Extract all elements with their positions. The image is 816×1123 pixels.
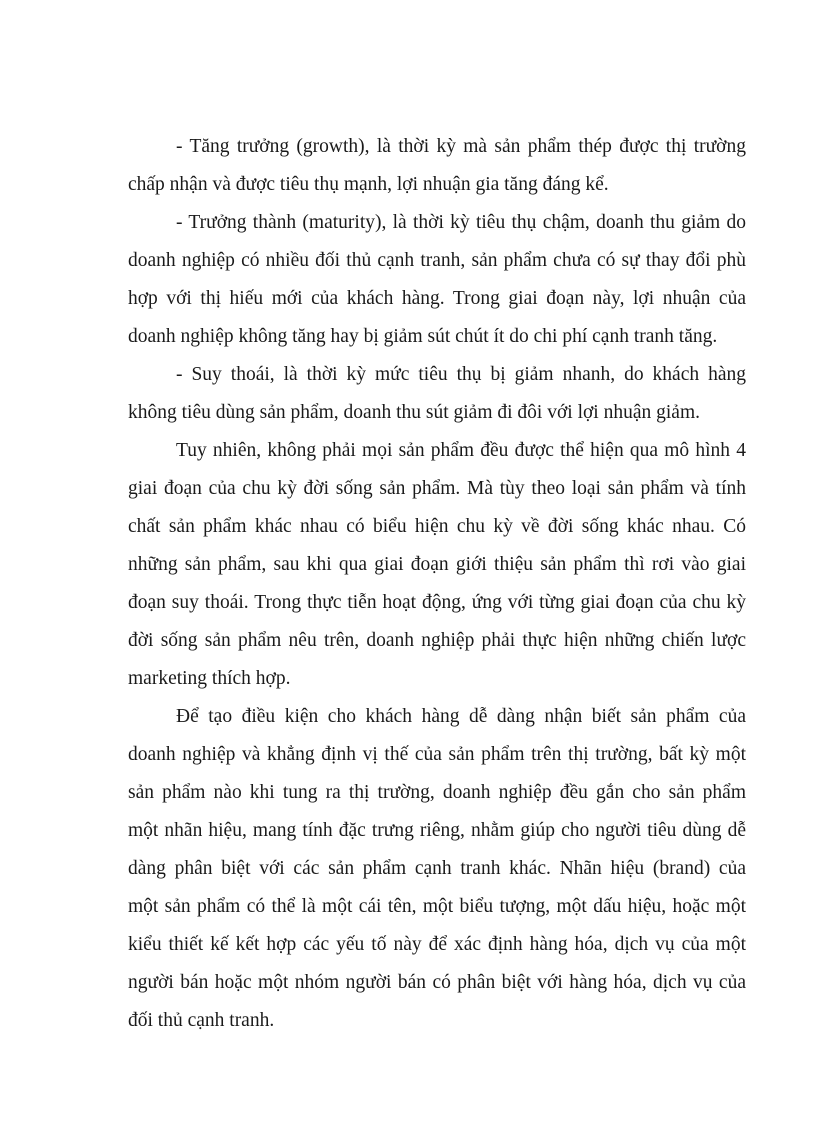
text-line: không tiêu dùng sản phẩm, doanh thu sút giảm đi đôi với lợi nhuận giảm. xyxy=(128,402,700,423)
text-line: Tuy nhiên, không phải mọi sản phẩm đều được thể hiện qua mô hình 4 xyxy=(176,440,746,461)
text-line: đời sống sản phẩm nêu trên, doanh nghiệp phải thực hiện những chiến lược xyxy=(128,630,746,651)
text-line: những sản phẩm, sau khi qua giai đoạn giới thiệu sản phẩm thì rơi vào giai xyxy=(128,554,746,575)
text-line: một sản phẩm có thể là một cái tên, một biểu tượng, một dấu hiệu, hoặc một xyxy=(128,896,746,917)
text-line: Để tạo điều kiện cho khách hàng dễ dàng nhận biết sản phẩm của xyxy=(176,706,746,727)
text-line: - Tăng trưởng (growth), là thời kỳ mà sản phẩm thép được thị trường xyxy=(176,136,746,157)
text-line: chấp nhận và được tiêu thụ mạnh, lợi nhuận gia tăng đáng kể. xyxy=(128,174,609,195)
text-line: kiểu thiết kế kết hợp các yếu tố này để xác định hàng hóa, dịch vụ của một xyxy=(128,934,746,955)
text-line: - Suy thoái, là thời kỳ mức tiêu thụ bị giảm nhanh, do khách hàng xyxy=(176,364,746,385)
text-line: chất sản phẩm khác nhau có biểu hiện chu kỳ về đời sống khác nhau. Có xyxy=(128,516,746,537)
text-line: - Trưởng thành (maturity), là thời kỳ tiêu thụ chậm, doanh thu giảm do xyxy=(176,212,746,233)
text-line: giai đoạn của chu kỳ đời sống sản phẩm. Mà tùy theo loại sản phẩm và tính xyxy=(128,478,746,499)
text-line: sản phẩm nào khi tung ra thị trường, doanh nghiệp đều gắn cho sản phẩm xyxy=(128,782,746,803)
text-line: người bán hoặc một nhóm người bán có phân biệt với hàng hóa, dịch vụ của xyxy=(128,972,746,993)
text-line: hợp với thị hiếu mới của khách hàng. Trong giai đoạn này, lợi nhuận của xyxy=(128,288,746,309)
text-line: đối thủ cạnh tranh. xyxy=(128,1010,275,1031)
text-line: đoạn suy thoái. Trong thực tiễn hoạt động, ứng với từng giai đoạn của chu kỳ xyxy=(128,592,746,613)
text-line: doanh nghiệp và khẳng định vị thế của sản phẩm trên thị trường, bất kỳ một xyxy=(128,744,746,765)
text-line: dàng phân biệt với các sản phẩm cạnh tranh khác. Nhãn hiệu (brand) của xyxy=(128,858,746,879)
text-line: một nhãn hiệu, mang tính đặc trưng riêng, nhằm giúp cho người tiêu dùng dễ xyxy=(128,820,746,841)
text-line: doanh nghiệp có nhiều đối thủ cạnh tranh, sản phẩm chưa có sự thay đổi phù xyxy=(128,250,746,271)
text-line: marketing thích hợp. xyxy=(128,668,291,689)
text-line: doanh nghiệp không tăng hay bị giảm sút chút ít do chi phí cạnh tranh tăng. xyxy=(128,326,718,347)
